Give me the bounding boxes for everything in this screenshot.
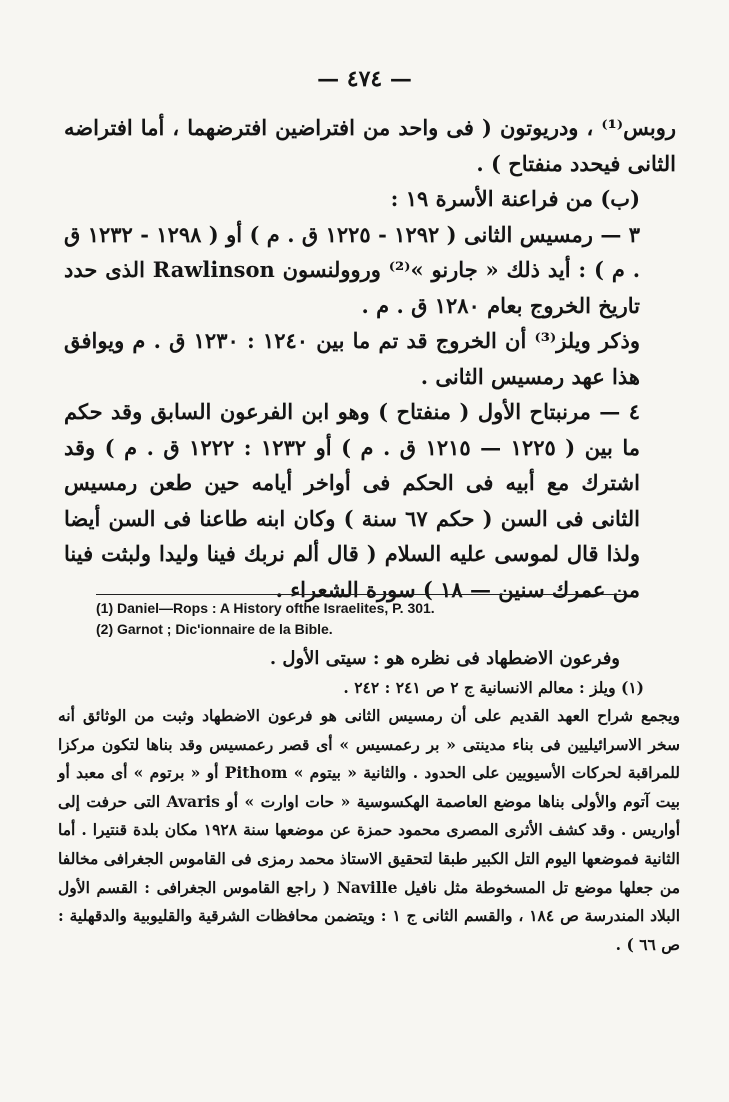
footnote-1: (1) Daniel—Rops : A History ofthe Israelites, P. 301. — [96, 600, 435, 616]
paragraph-ramesses: ٣ — رمسيس الثانى ( ١٢٩٢ - ١٢٢٥ ق . م ) أو ( ١٢٩٨ - ١٢٣٢ ق . م ) : أيد ذلك « جارنو »⁽²⁾ وروولنسون Rawlinson الذى حدد تاريخ الخروج بعام ١٢٨٠ ق . م . — [64, 221, 641, 318]
section-heading: (ب) من فراعنة الأسرة ١٩ : — [390, 186, 640, 211]
paragraph-wells: وذكر ويلز⁽³⁾ أن الخروج قد تم ما بين ١٢٤٠ : ١٢٣٠ ق . م ويوافق هذا عهد رمسيس الثانى . — [64, 328, 640, 389]
main-text — [64, 110, 676, 607]
commentators-paragraph: ويجمع شراح العهد القديم على أن رمسيس الثانى هو فرعون الاضطهاد وثبت من الوثائق أنه سخر الاسرائيليين فى بناء مدينتى « بر رعمسيس » أى قصر رعمسيس وقد بناها لتكون مركزا للمراقبة لحركات الأسيويين على الحدود . والثانية « بيتوم » Pithom أو « برتوم » أى معبد أو بيت آتوم والأولى بناها موضع العاصمة الهكسوسية « حات اوارت » أو Avaris التى حرفت إلى أواريس . وقد كشف الأثرى المصرى محمود حمزة عن موضعها سنة ١٩٢٨ مكان بلدة قنتيرا . أما الثانية فموضعها اليوم التل الكبير طبقا لتحقيق الاستاذ محمد رمزى فى القاموس الجغرافى مخالفا من جعلها موضع تل المسخوطة مثل نافيل Naville ( راجع القاموس الجغرافى : القسم الأول البلاد المندرسة ص ١٨٤ ، والقسم الثانى ج ١ : ويتضمن محافظات الشرقية والقليوبية والدقهلية : ص ٦٦ ) . — [58, 706, 680, 954]
footnote-2: (2) Garnot ; Dic'ionnaire de la Bible. — [96, 621, 333, 637]
paragraph-continuation: روبس⁽¹⁾ ، ودريوتون ( فى واحد من افتراضين افترضهما ، أما افتراضه الثانى فيحدد منفتاح ) . — [64, 115, 676, 176]
oppression-pharaoh-line: وفرعون الاضطهاد فى نظره هو : سيتى الأول . — [269, 648, 620, 669]
lower-text — [58, 644, 680, 959]
wells-reference: (١) ويلز : معالم الانسانية ج ٢ ص ٢٤١ : ٢٤٢ . — [343, 677, 644, 697]
footnote-divider — [96, 594, 625, 595]
page-number: — ٤٧٤ — — [317, 66, 412, 92]
footnotes — [96, 598, 676, 640]
paragraph-merneptah: ٤ — مرنبتاح الأول ( منفتاح ) وهو ابن الفرعون السابق وقد حكم ما بين ( ١٢٢٥ — ١٢١٥ ق . م ) أو ١٢٣٢ : ١٢٢٢ ق . م ) وقد اشترك مع أبيه فى الحكم فى أواخر أيامه حين طعن رمسيس الثانى فى السن ( حكم ٦٧ سنة ) وكان ابنه طاعنا فى السن أيضا ولذا قال لموسى عليه السلام ( قال ألم نربك فينا وليدا ولبثت فينا من عمرك سنين — ١٨ ) سورة الشعراء . — [64, 399, 641, 602]
